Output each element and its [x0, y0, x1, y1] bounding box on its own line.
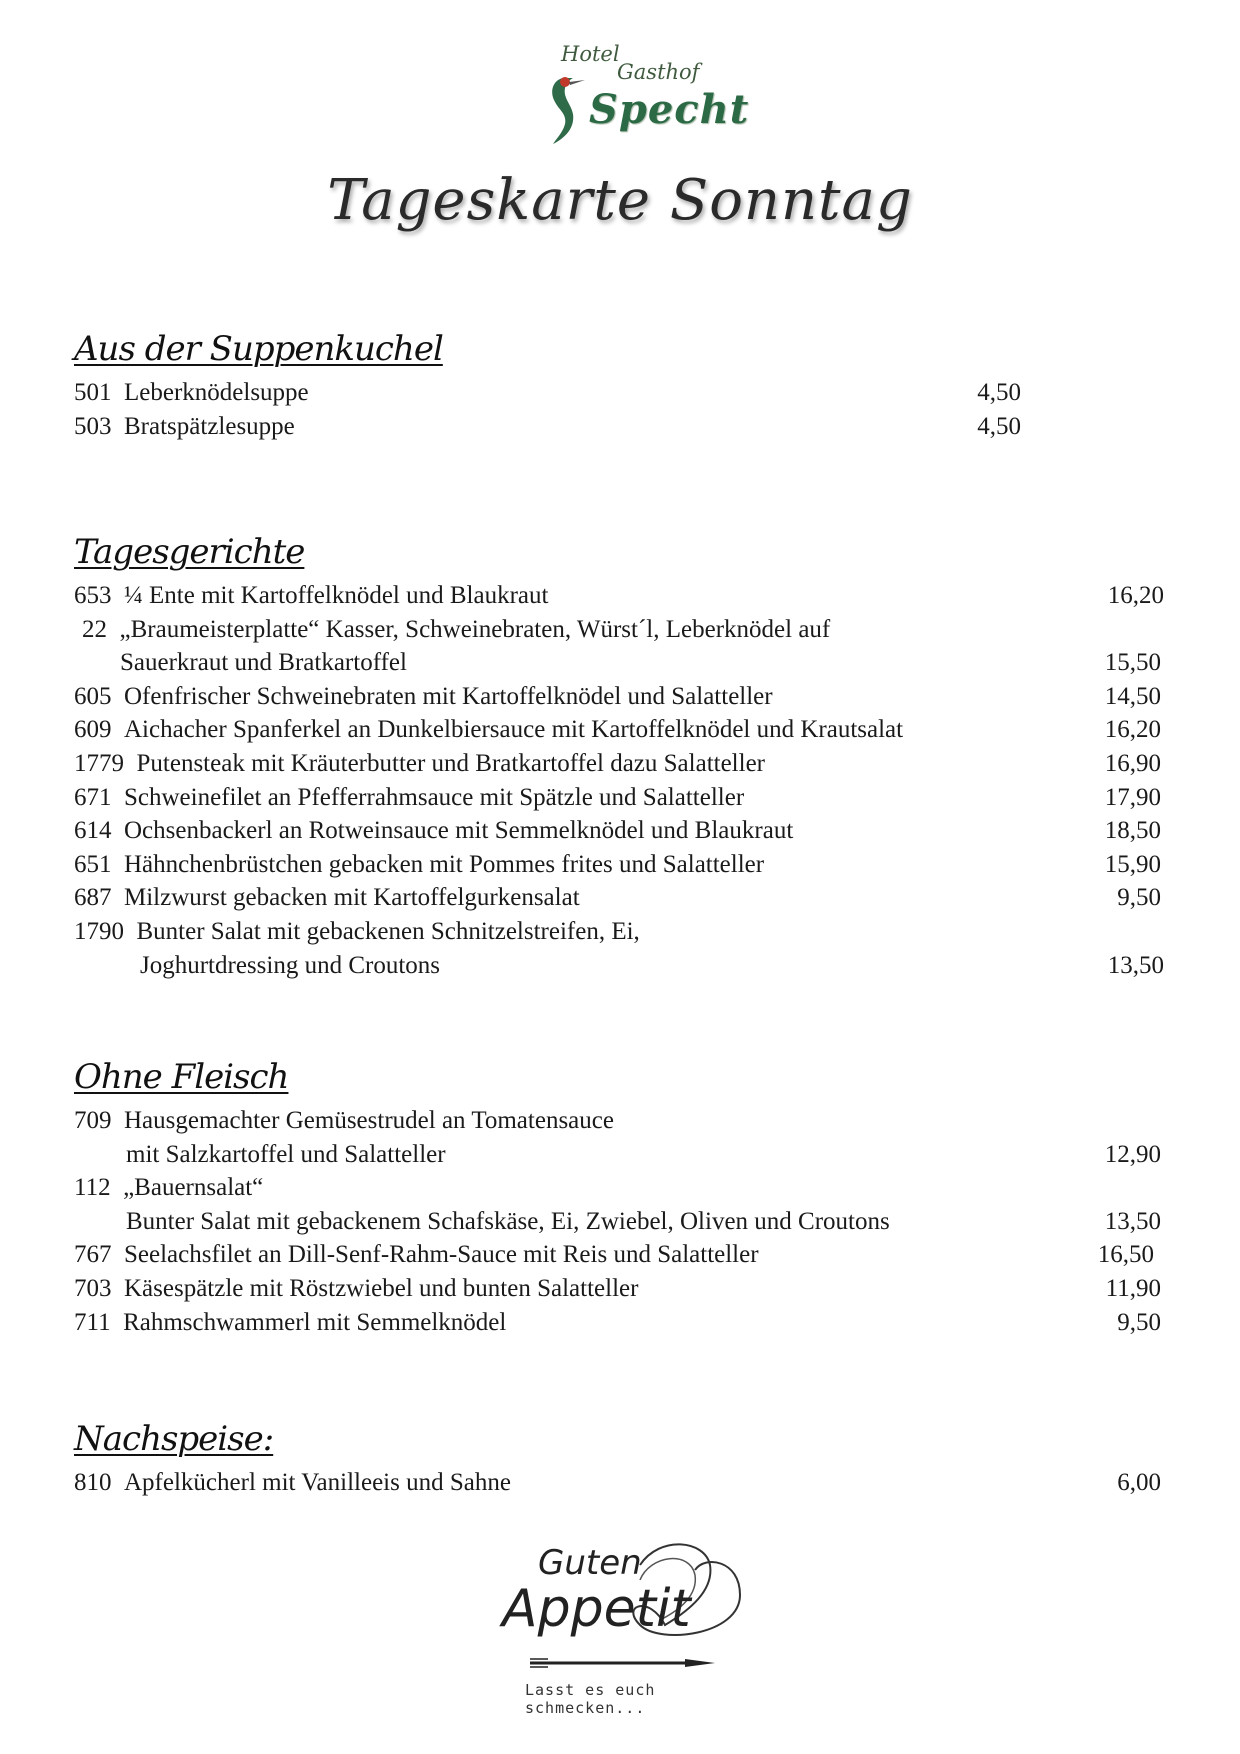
- item-name: ¼ Ente mit Kartoffelknödel und Blaukraut: [124, 582, 549, 609]
- item-name-line2: Sauerkraut und Bratkartoffel: [120, 649, 407, 677]
- item-code: 22: [82, 615, 114, 643]
- menu-item: [74, 881, 1174, 915]
- menu-item: [74, 915, 1174, 949]
- item-name: Ochsenbackerl an Rotweinsauce mit Semmelknödel und Blaukraut: [124, 817, 794, 845]
- item-name: Bratspätzlesuppe: [124, 412, 295, 440]
- item-price: 17,90: [1104, 783, 1161, 811]
- hotel-logo: [545, 38, 750, 148]
- item-price: 13,50: [1104, 1207, 1161, 1235]
- menu-item: [74, 410, 1174, 444]
- item-name: Milzwurst gebacken mit Kartoffelgurkensalat: [124, 884, 580, 912]
- item-name: „Bauernsalat“: [123, 1174, 264, 1202]
- section-soups: [74, 326, 1174, 443]
- menu-item: [74, 579, 1174, 613]
- section-title: Ohne Fleisch: [74, 1057, 289, 1097]
- item-price: 16,20: [1107, 582, 1164, 609]
- menu-item: [74, 376, 1174, 410]
- item-name: Hausgemachter Gemüsestrudel an Tomatensauce: [124, 1107, 614, 1134]
- section-daily: [74, 529, 1174, 982]
- item-name: Rahmschwammerl mit Semmelknödel: [123, 1308, 507, 1336]
- logo-specht-text: Specht: [589, 86, 750, 133]
- item-code: 501: [74, 379, 118, 406]
- item-price: 16,20: [1104, 716, 1161, 744]
- item-name: Aichacher Spanferkel an Dunkelbiersauce mit Kartoffelknödel und Krautsalat: [124, 716, 904, 744]
- item-price: 11,90: [1105, 1274, 1161, 1302]
- section-title: Nachspeise:: [74, 1419, 274, 1459]
- item-name: Seelachsfilet an Dill-Senf-Rahm-Sauce mit Reis und Salatteller: [124, 1241, 759, 1269]
- item-name: Schweinefilet an Pfefferrahmsauce mit Spätzle und Salatteller: [124, 783, 745, 811]
- menu-item-continued: [74, 949, 1174, 983]
- item-price: 12,90: [1104, 1140, 1161, 1168]
- menu-item: [74, 1171, 1174, 1205]
- item-code: 703: [74, 1274, 118, 1302]
- menu-item: [74, 747, 1174, 781]
- guten-text: Guten: [538, 1543, 642, 1583]
- item-price: 6,00: [1117, 1469, 1161, 1496]
- menu-item: [74, 613, 1174, 647]
- section-title: Tagesgerichte: [74, 532, 305, 572]
- page-title: Tageskarte Sonntag: [327, 168, 913, 233]
- item-price: 16,50: [1097, 1241, 1154, 1269]
- menu-item: [74, 680, 1174, 714]
- item-name: Hähnchenbrüstchen gebacken mit Pommes frites und Salatteller: [124, 850, 765, 878]
- item-code: 605: [74, 682, 118, 710]
- item-code: 687: [74, 884, 118, 912]
- logo-hotel-text: Hotel: [561, 42, 620, 66]
- item-name: Leberknödelsuppe: [124, 379, 309, 406]
- item-price: 18,50: [1104, 817, 1161, 845]
- item-price: 15,50: [1104, 649, 1161, 677]
- logo-gasthof-text: Gasthof: [617, 60, 700, 84]
- menu-item: [74, 1104, 1174, 1138]
- item-price: 14,50: [1104, 682, 1161, 710]
- menu-item-continued: [74, 1205, 1174, 1239]
- item-name: Putensteak mit Kräuterbutter und Bratkartoffel dazu Salatteller: [136, 749, 765, 777]
- menu-item-continued: [74, 646, 1174, 680]
- item-code: 1779: [74, 749, 131, 777]
- item-price: 15,90: [1104, 850, 1161, 878]
- item-code: 671: [74, 783, 118, 811]
- menu-item: [74, 1306, 1174, 1340]
- menu-item: [74, 781, 1174, 815]
- item-code: 503: [74, 412, 118, 440]
- section-title: Aus der Suppenkuchel: [74, 329, 443, 369]
- item-code: 810: [74, 1469, 118, 1496]
- guten-appetit-logo: [490, 1535, 760, 1717]
- menu-item: [74, 1272, 1174, 1306]
- menu-item: [74, 814, 1174, 848]
- item-name: Käsespätzle mit Röstzwiebel und bunten Salatteller: [124, 1274, 639, 1302]
- item-name-line2: Joghurtdressing und Croutons: [140, 951, 440, 979]
- item-price: 16,90: [1104, 749, 1161, 777]
- item-name: Apfelkücherl mit Vanilleeis und Sahne: [124, 1469, 511, 1496]
- menu-item: [74, 1238, 1174, 1272]
- item-name: Bunter Salat mit gebackenen Schnitzelstreifen, Ei,: [136, 917, 640, 945]
- item-price: 9,50: [1117, 884, 1161, 912]
- item-price: 4,50: [977, 412, 1021, 440]
- item-code: 653: [74, 582, 118, 609]
- item-code: 709: [74, 1107, 118, 1134]
- section-vegetarian: [74, 1054, 1174, 1339]
- menu-item: [74, 713, 1174, 747]
- menu-item-continued: [74, 1138, 1174, 1172]
- item-price: 13,50: [1107, 951, 1164, 979]
- item-name-line2: Bunter Salat mit gebackenem Schafskäse, Ei, Zwiebel, Oliven und Croutons: [126, 1207, 890, 1235]
- item-price: 9,50: [1117, 1308, 1161, 1336]
- menu-item: [74, 1466, 1174, 1500]
- item-code: 614: [74, 817, 118, 845]
- menu-item: [74, 848, 1174, 882]
- item-code: 1790: [74, 917, 131, 945]
- item-name: „Braumeisterplatte“ Kasser, Schweinebraten, Würst´l, Leberknödel auf: [119, 615, 831, 643]
- item-code: 711: [74, 1308, 117, 1336]
- item-code: 651: [74, 850, 118, 878]
- appetit-text: Appetit: [502, 1579, 691, 1639]
- item-name-line2: mit Salzkartoffel und Salatteller: [126, 1140, 446, 1168]
- item-code: 767: [74, 1241, 118, 1269]
- item-price: 4,50: [977, 379, 1021, 406]
- section-dessert: [74, 1416, 1174, 1500]
- item-code: 112: [74, 1174, 117, 1202]
- item-code: 609: [74, 716, 118, 744]
- tagline: Lasst es euch schmecken...: [525, 1681, 656, 1717]
- item-name: Ofenfrischer Schweinebraten mit Kartoffelknödel und Salatteller: [124, 682, 773, 710]
